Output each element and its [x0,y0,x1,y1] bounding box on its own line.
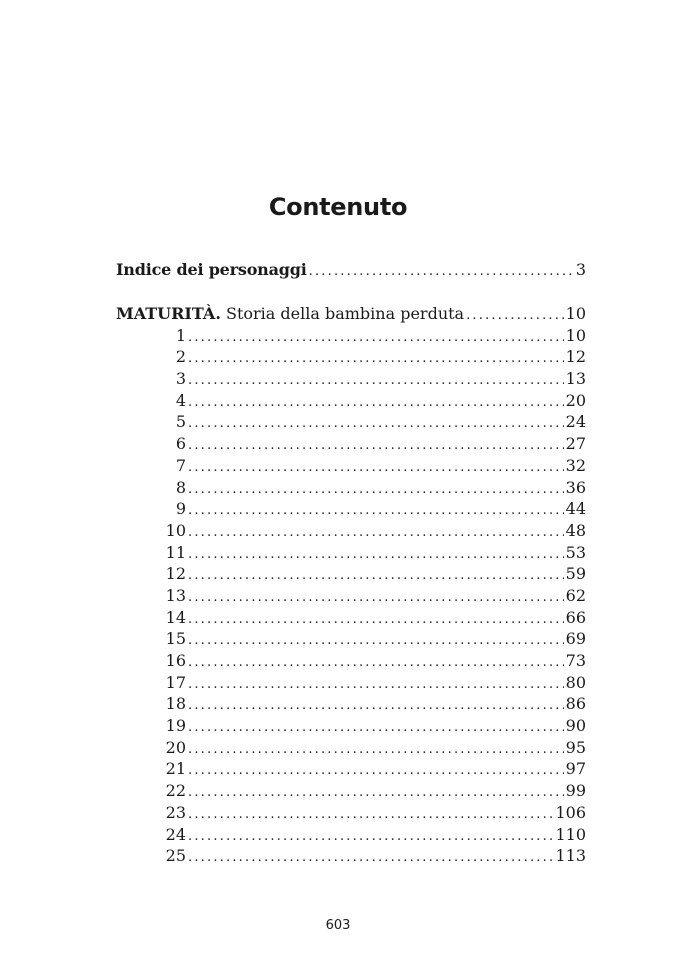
toc-entry-chapter[interactable] [116,477,586,499]
chapter-page: 53 [565,542,586,562]
dot-leader [188,674,564,696]
chapter-number: 20 [165,737,186,757]
toc-index-section [116,259,586,281]
dot-leader [188,544,564,566]
toc-entry-chapter[interactable] [116,433,586,455]
chapter-page: 106 [555,802,586,822]
toc-entry-chapter[interactable] [116,758,586,780]
dot-leader [188,826,553,848]
chapter-number: 17 [165,672,186,692]
toc-entry-label: Indice dei personaggi [116,260,307,279]
dot-leader [188,327,564,349]
chapter-page: 13 [565,369,586,389]
chapter-number: 4 [175,390,186,410]
toc-entry-chapter[interactable] [116,563,586,585]
chapter-page: 69 [565,629,586,649]
chapter-number: 13 [165,585,186,605]
toc-entry-chapter[interactable] [116,802,586,824]
chapter-number: 25 [165,846,186,866]
toc-entry-page: 3 [575,260,586,279]
chapter-number: 16 [165,651,186,670]
chapter-list [116,325,586,867]
dot-leader [188,565,564,587]
chapter-page: 24 [565,412,586,432]
toc-entry-chapter[interactable] [116,411,586,433]
chapter-page: 110 [555,824,586,844]
toc-entry-chapter[interactable] [116,542,586,564]
dot-leader [188,479,564,501]
dot-leader [188,609,564,631]
chapter-page: 10 [565,325,586,345]
chapter-page: 12 [565,347,586,367]
toc-entry-chapter[interactable] [116,780,586,802]
chapter-number: 18 [165,694,186,714]
dot-leader [466,305,564,327]
chapter-number: 22 [165,781,186,801]
toc-entry-chapter[interactable] [116,325,586,347]
toc-entry-chapter[interactable] [116,737,586,759]
toc-entry-chapter[interactable] [116,715,586,737]
toc-entry-chapter[interactable] [116,628,586,650]
toc-entry-chapter[interactable] [116,693,586,715]
chapter-page: 66 [565,607,586,627]
dot-leader [188,413,564,435]
toc-entry-chapter[interactable] [116,607,586,629]
chapter-number: 15 [165,629,186,649]
toc-main-section [116,303,586,867]
chapter-page: 59 [565,564,586,584]
toc-entry-index[interactable] [116,259,586,281]
chapter-number: 8 [175,477,186,497]
dot-leader [188,695,564,717]
chapter-number: 12 [165,564,186,584]
chapter-page: 48 [565,520,586,540]
toc-part-label [116,303,464,325]
toc-part-label-rest: Storia della bambina perduta [220,304,465,323]
toc-entry-chapter[interactable] [116,650,586,672]
page-number: 603 [325,918,351,933]
chapter-number: 7 [175,455,186,475]
page-title: Contenuto [268,193,408,221]
chapter-number: 5 [175,412,186,432]
chapter-number: 14 [165,607,186,627]
chapter-page: 27 [565,434,586,454]
chapter-page: 86 [565,694,586,714]
toc-entry-part[interactable] [116,303,586,325]
chapter-number: 19 [165,716,186,736]
chapter-page: 97 [565,759,586,779]
dot-leader [188,760,564,782]
dot-leader [188,630,564,652]
chapter-number: 2 [175,347,186,367]
chapter-page: 32 [565,455,586,475]
chapter-page: 73 [565,651,586,670]
chapter-number: 10 [165,520,186,540]
chapter-number: 24 [165,824,186,844]
dot-leader [188,587,564,609]
chapter-page: 62 [565,585,586,605]
chapter-number: 9 [175,499,186,519]
dot-leader [188,804,553,826]
chapter-page: 99 [565,781,586,801]
dot-leader [188,717,564,739]
chapter-page: 95 [565,737,586,757]
chapter-page: 80 [565,672,586,692]
dot-leader [188,392,564,414]
toc-entry-chapter[interactable] [116,498,586,520]
dot-leader [188,522,564,544]
chapter-number: 23 [165,802,186,822]
toc-entry-chapter[interactable] [116,390,586,412]
toc-entry-chapter[interactable] [116,672,586,694]
dot-leader [188,370,564,392]
dot-leader [188,500,564,522]
toc-entry-chapter[interactable] [116,346,586,368]
dot-leader [188,348,564,370]
dot-leader [188,457,564,479]
chapter-number: 21 [165,759,186,779]
dot-leader [309,261,574,283]
chapter-number: 3 [175,369,186,389]
dot-leader [188,847,553,869]
chapter-page: 36 [565,477,586,497]
dot-leader [188,435,564,457]
toc-entry-chapter[interactable] [116,520,586,542]
chapter-number: 11 [165,542,186,562]
chapter-page: 90 [565,716,586,736]
toc-part-label-bold: MATURITÀ. [116,304,221,323]
toc-entry-chapter[interactable] [116,455,586,477]
chapter-page: 113 [555,846,586,866]
chapter-number: 6 [175,434,186,454]
dot-leader [188,652,564,674]
toc-part-page: 10 [565,304,586,323]
chapter-number: 1 [175,325,186,345]
chapter-page: 44 [565,499,586,519]
toc-entry-chapter[interactable] [116,585,586,607]
toc-entry-chapter[interactable] [116,845,586,867]
toc-entry-chapter[interactable] [116,824,586,846]
toc-entry-chapter[interactable] [116,368,586,390]
dot-leader [188,739,564,761]
chapter-page: 20 [565,390,586,410]
dot-leader [188,782,564,804]
